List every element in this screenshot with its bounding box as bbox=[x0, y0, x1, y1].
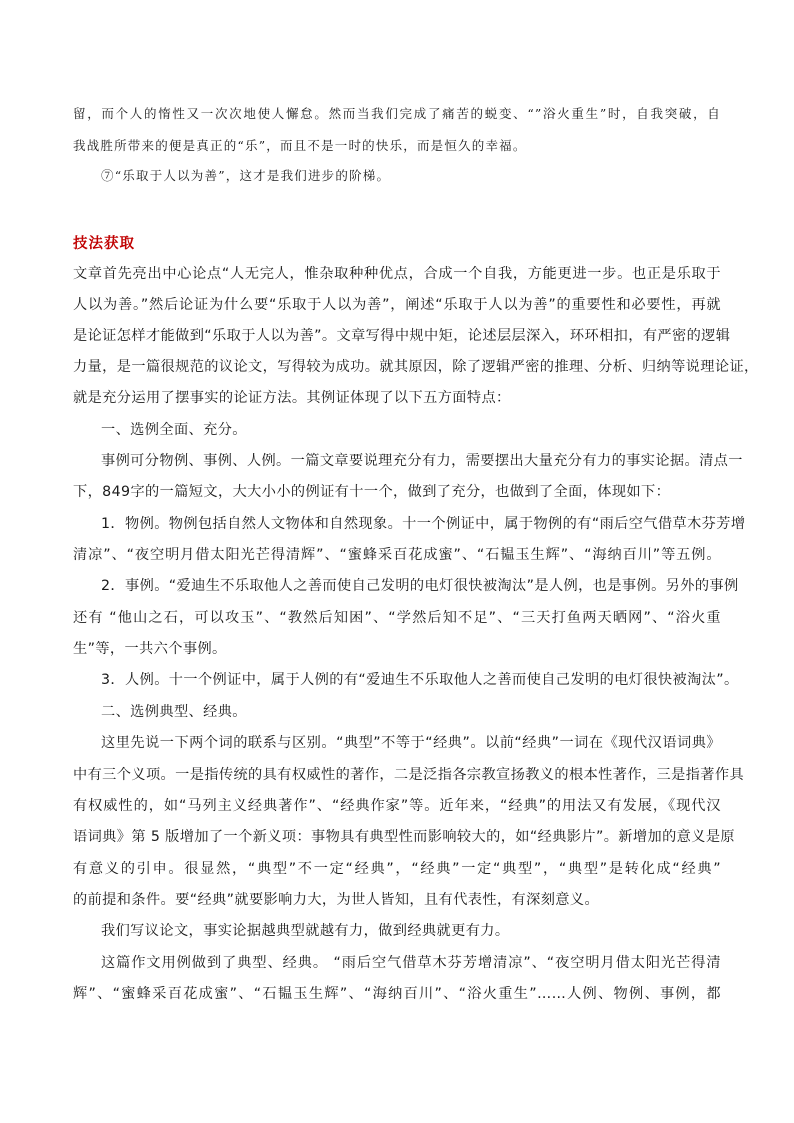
body-line: 有意义的引申。很显然，“典型”不一定“经典”，“经典”一定“典型”，“典型”是转化成“经典” bbox=[73, 861, 721, 877]
passage-line-1: 留，而个人的惰性又一次次地使人懈怠。然而当我们完成了痛苦的蜕变、“”浴火重生”时，自我突破，自 bbox=[73, 106, 721, 121]
body-line: 的前提和条件。要“经典”就要影响力大，为世人皆知，且有代表性，有深刻意义。 bbox=[73, 892, 600, 908]
body-line: 3．人例。十一个例证中，属于人例的有“爱迪生不乐取他人之善而使自己发明的电灯很快被淘汰”。 bbox=[101, 672, 739, 688]
body-line: 清凉”、“夜空明月借太阳光芒得清辉”、“蜜蜂采百花成蜜”、“石韫玉生辉”、“海纳百川”等五例。 bbox=[73, 547, 721, 563]
body-line: 中有三个义项。一是指传统的具有权威性的著作，二是泛指各宗教宣扬教义的根本性著作，三是指著作具 bbox=[73, 767, 745, 783]
body-line: 语词典》第 5 版增加了一个新义项：事物具有典型性而影响较大的，如“经典影片”。新增加的意义是原 bbox=[73, 829, 736, 845]
body-line: 这篇作文用例做到了典型、经典。 “雨后空气借草木芬芳增清凉”、“夜空明月借太阳光芒得清 bbox=[101, 955, 721, 971]
section-heading: 技法获取 bbox=[73, 236, 135, 252]
body-line: 就是充分运用了摆事实的论证方法。其例证体现了以下五方面特点： bbox=[73, 390, 511, 406]
body-line: 这里先说一下两个词的联系与区别。“典型”不等于“经典”。以前“经典”一词在《现代汉语词典》 bbox=[101, 735, 721, 751]
body-line: 是论证怎样才能做到“乐取于人以为善”。文章写得中规中矩，论述层层深入，环环相扣，有严密的逻辑 bbox=[73, 328, 731, 344]
body-line: 1．物例。物例包括自然人文物体和自然现象。十一个例证中，属于物例的有“雨后空气借草木芬芳增 bbox=[101, 516, 746, 532]
body-line: 人以为善。”然后论证为什么要“乐取于人以为善”，阐述“乐取于人以为善”的重要性和必要性，再就 bbox=[73, 297, 721, 313]
body-line: 2．事例。“爱迪生不乐取他人之善而使自己发明的电灯很快被淘汰”是人例，也是事例。另外的事例 bbox=[101, 578, 739, 594]
body-line: 事例可分物例、事例、人例。一篇文章要说理充分有力，需要摆出大量充分有力的事实论据。清点一 bbox=[101, 453, 743, 469]
body-line: 辉”、“蜜蜂采百花成蜜”、“石韫玉生辉”、“海纳百川”、“浴火重生”……人例、物例、事例，都 bbox=[73, 986, 721, 1002]
body-line: 有权威性的，如“马列主义经典著作”、“经典作家”等。近年来，“经典”的用法又有发展，《现代汉 bbox=[73, 798, 721, 814]
body-line: 文章首先亮出中心论点“人无完人，惟杂取种种优点，合成一个自我，方能更进一步。也正是乐取于 bbox=[73, 266, 721, 282]
passage-line-3: ⑦“乐取于人以为善”，这才是我们进步的阶梯。 bbox=[101, 168, 391, 183]
body-line: 下，849字的一篇短文，大大小小的例证有十一个，做到了充分，也做到了全面，体现如下： bbox=[73, 484, 671, 500]
subheading-2: 二、选例典型、经典。 bbox=[101, 704, 247, 720]
body-line: 我们写议论文，事实论据越典型就越有力，做到经典就更有力。 bbox=[101, 923, 510, 939]
body-line: 生”等，一共六个事例。 bbox=[73, 641, 227, 657]
body-line: 还有 “他山之石，可以攻玉”、“教然后知困”、“学然后知不足”、“三天打鱼两天晒网”、“浴火重 bbox=[73, 610, 721, 626]
body-line: 力量，是一篇很规范的议论文，写得较为成功。就其原因，除了逻辑严密的推理、分析、归纳等说理论证， bbox=[73, 359, 759, 375]
passage-line-2: 我战胜所带来的便是真正的“乐”，而且不是一时的快乐，而是恒久的幸福。 bbox=[73, 138, 527, 153]
subheading-1: 一、选例全面、充分。 bbox=[101, 422, 247, 438]
